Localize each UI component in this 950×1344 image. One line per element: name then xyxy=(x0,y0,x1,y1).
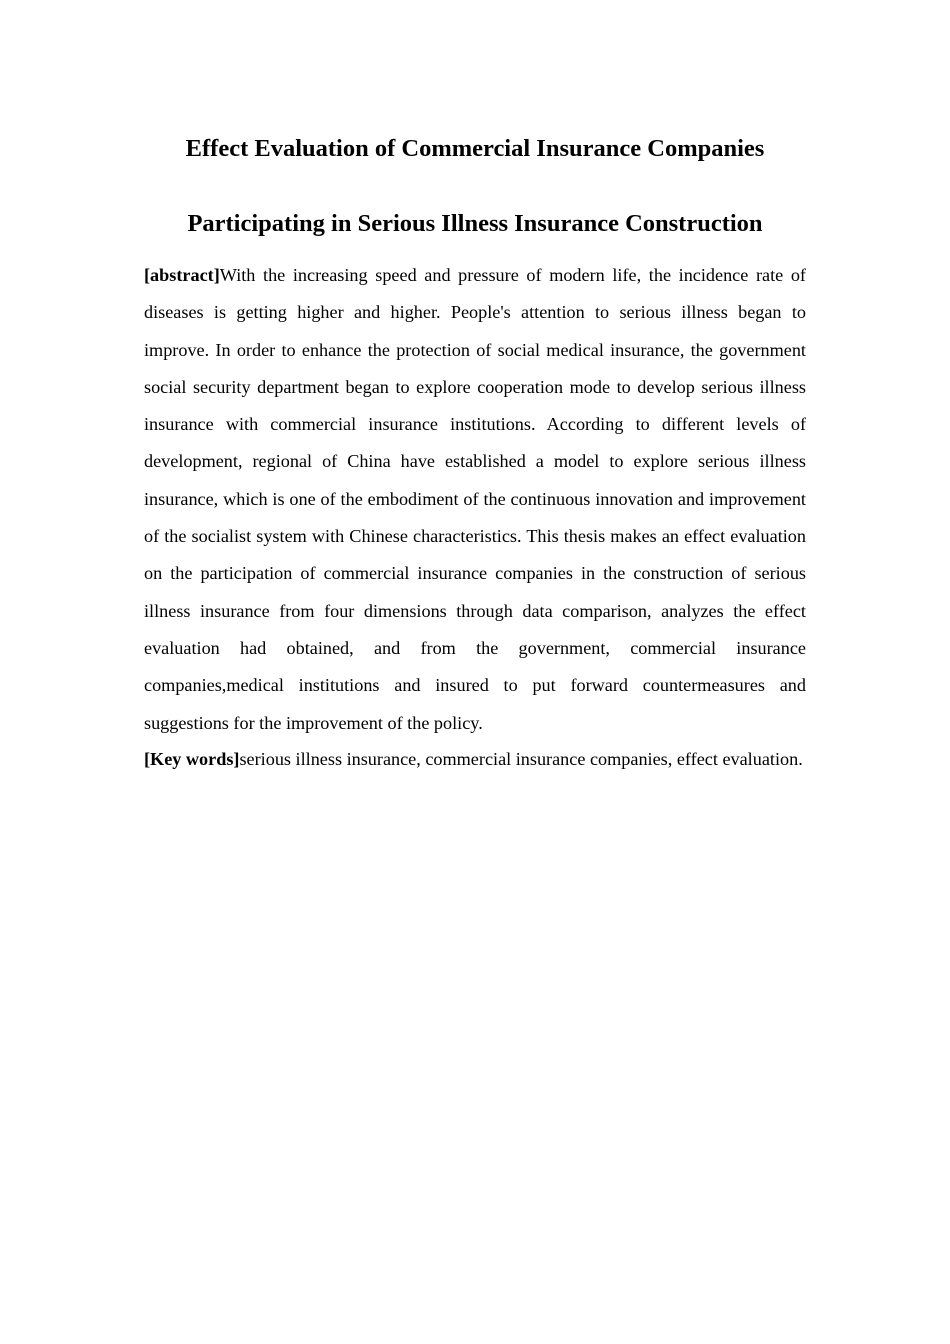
abstract-paragraph xyxy=(144,257,806,742)
keywords-text: serious illness insurance, commercial insurance companies, effect evaluation. xyxy=(239,749,803,769)
keywords-label: [Key words] xyxy=(144,749,240,769)
abstract-text: With the increasing speed and pressure of modern life, the incidence rate of diseases is getting higher and higher. People's attention to serious illness began to improve. In order to enhance the protection of social medical insurance, the government social security department began to explore cooperation mode to develop serious illness insurance with commercial insurance institutions. According to different levels of development, regional of China have established a model to explore serious illness insurance, which is one of the embodiment of the continuous innovation and improvement of the socialist system with Chinese characteristics. This thesis makes an effect evaluation on the participation of commercial insurance companies in the construction of serious illness insurance from four dimensions through data comparison, analyzes the effect evaluation had obtained, and from the government, commercial insurance companies,medical institutions and insured to put forward countermeasures and suggestions for the improvement of the policy. xyxy=(144,265,806,733)
keywords-paragraph xyxy=(144,741,806,778)
title-line-2: Participating in Serious Illness Insurance Construction xyxy=(187,210,763,237)
title-line-1: Effect Evaluation of Commercial Insurance Companies xyxy=(185,135,765,162)
abstract-label: [abstract] xyxy=(144,265,220,285)
